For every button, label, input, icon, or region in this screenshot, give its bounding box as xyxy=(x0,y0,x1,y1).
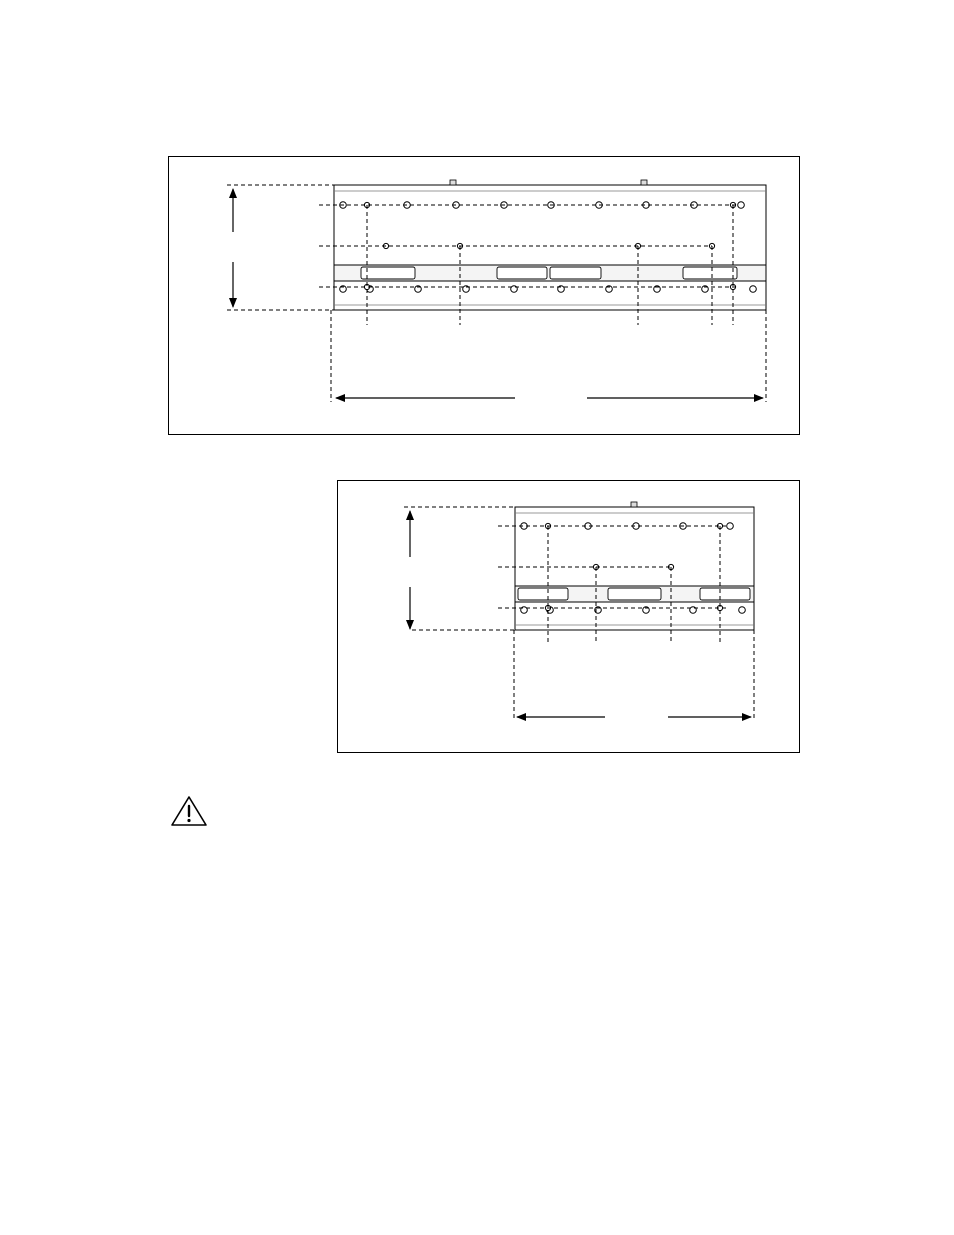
caution-triangle-icon xyxy=(170,795,208,827)
mounting-drawing-small-svg xyxy=(338,481,801,754)
mounting-drawing-large xyxy=(168,156,800,435)
mounting-drawing-small xyxy=(337,480,800,753)
mounting-drawing-large-svg xyxy=(169,157,801,436)
slot-band xyxy=(515,586,754,602)
slot-band xyxy=(334,265,766,281)
chassis-body xyxy=(334,180,766,310)
